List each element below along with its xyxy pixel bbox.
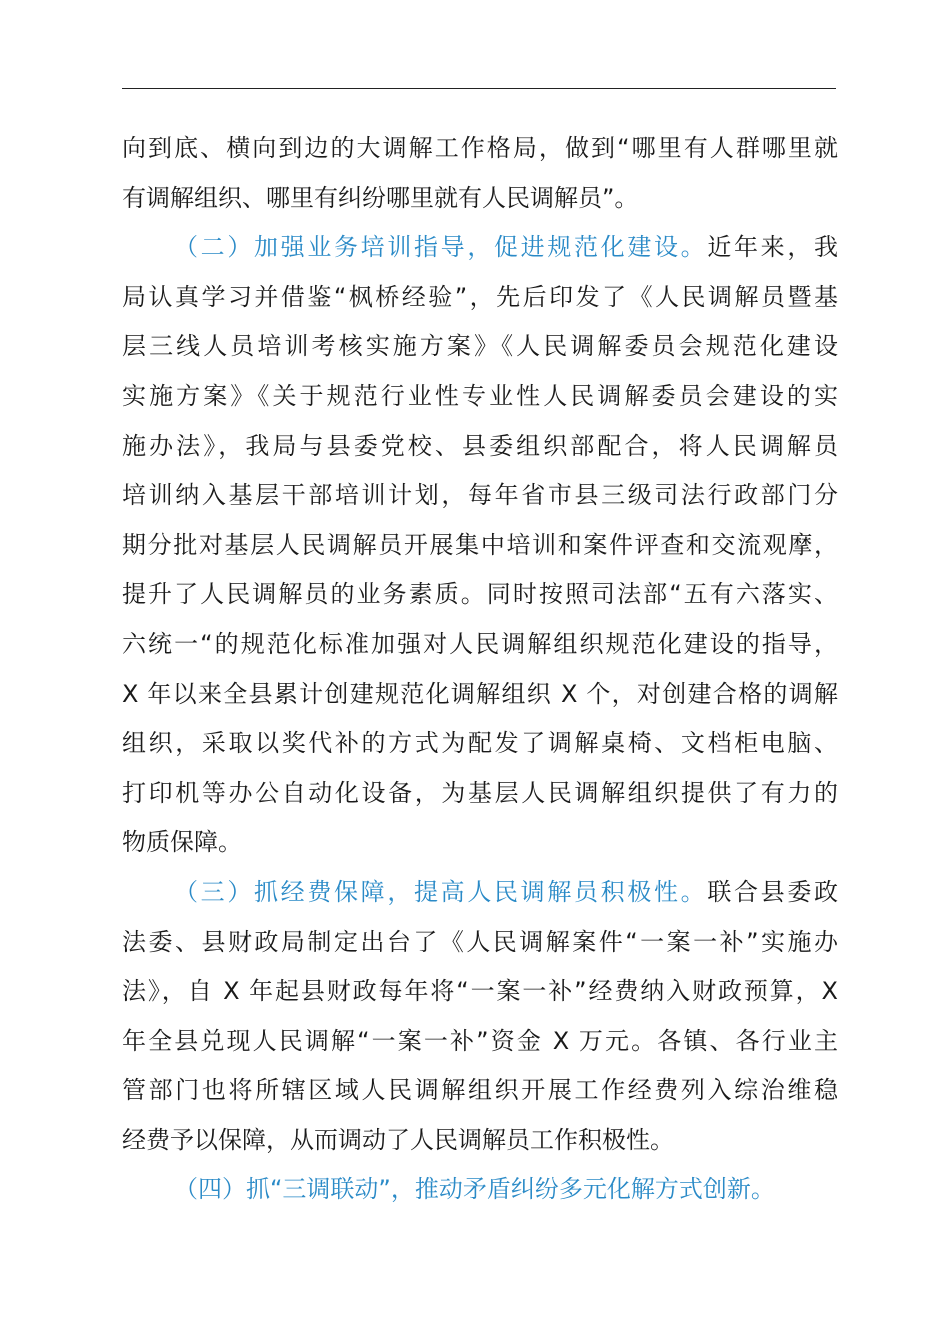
text-line: 层三线人员培训考核实施方案》《人民调解委员会规范化建设: [122, 332, 838, 361]
text-line: 施办法》，我局与县委党校、县委组织部配合，将人民调解员: [122, 431, 838, 460]
section-heading: （二）加强业务培训指导，促进规范化建设。: [174, 233, 708, 262]
text-line: 组织，采取以奖代补的方式为配发了调解桌椅、文档柜电脑、: [122, 729, 838, 758]
text-line: X 年以来全县累计创建规范化调解组织 X 个，对创建合格的调解: [122, 679, 838, 708]
text-line: 培训纳入基层干部培训计划，每年省市县三级司法行政部门分: [122, 481, 838, 510]
text-line: 法委、县财政局制定出台了《人民调解案件“一案一补”实施办: [122, 927, 838, 956]
text-line: 局认真学习并借鉴“枫桥经验”，先后印发了《人民调解员暨基: [122, 282, 838, 311]
section-heading-line: [122, 1165, 838, 1215]
text-line: 提升了人民调解员的业务素质。同时按照司法部“五有六落实、: [122, 580, 838, 609]
text-line: 管部门也将所辖区域人民调解组织开展工作经费列入综治维稳: [122, 1076, 838, 1105]
text-line: 六统一“的规范化标准加强对人民调解组织规范化建设的指导，: [122, 629, 838, 658]
text-line: 期分批对基层人民调解员开展集中培训和案件评查和交流观摩，: [122, 530, 838, 559]
text-line: 法》，自 X 年起县财政每年将“一案一补”经费纳入财政预算，X: [122, 977, 838, 1006]
text-line: 向到底、横向到边的大调解工作格局，做到“哪里有人群哪里就: [122, 134, 838, 162]
section-heading: （四）抓“三调联动”，推动矛盾纠纷多元化解方式创新。: [174, 1175, 775, 1204]
text-line: 有调解组织、哪里有纠纷哪里就有人民调解员”。: [122, 183, 639, 212]
text-line: 打印机等办公自动化设备，为基层人民调解组织提供了有力的: [122, 778, 838, 807]
section-heading: （三）抓经费保障，提高人民调解员积极性。: [174, 877, 708, 906]
text-line: 实施方案》《关于规范行业性专业性人民调解委员会建设的实: [122, 381, 838, 410]
text-line: 经费予以保障，从而调动了人民调解员工作积极性。: [122, 1125, 674, 1154]
document-body: [122, 124, 838, 1215]
text-line: 物质保障。: [122, 828, 242, 857]
section-heading-line: （二）加强业务培训指导，促进规范化建设。近年来，我: [174, 233, 839, 262]
text-line: 年全县兑现人民调解“一案一补”资金 X 万元。各镇、各行业主: [122, 1026, 838, 1055]
header-rule: [122, 88, 836, 89]
section-heading-line: （三）抓经费保障，提高人民调解员积极性。联合县委政: [174, 877, 839, 906]
